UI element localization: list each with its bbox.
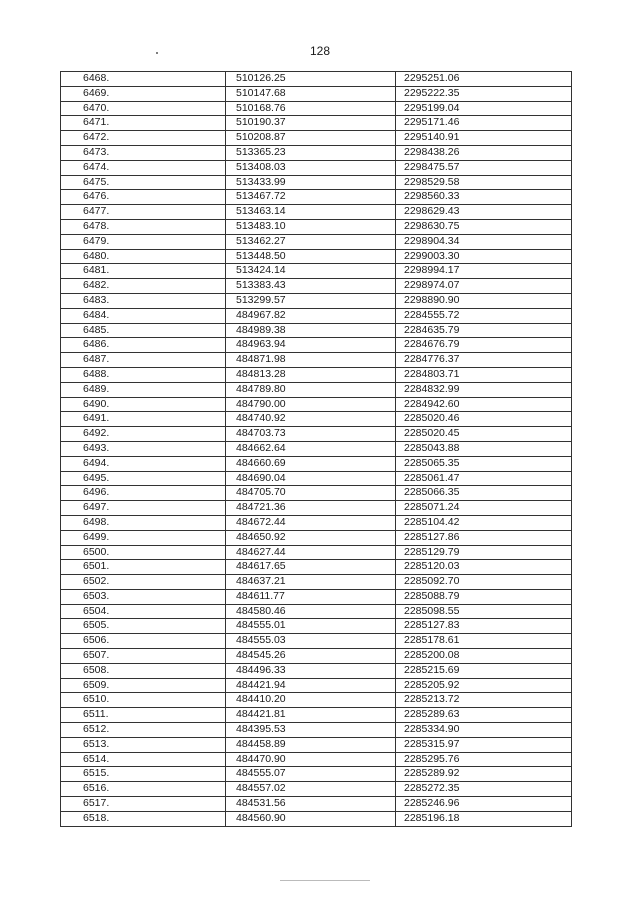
northing-cell: 2298475.57 <box>396 160 572 175</box>
point-id-cell: 6469. <box>61 86 226 101</box>
easting-cell: 484650.92 <box>226 530 396 545</box>
easting-cell: 484672.44 <box>226 515 396 530</box>
table-row <box>61 456 572 471</box>
point-id-cell: 6488. <box>61 367 226 382</box>
point-id-cell: 6472. <box>61 131 226 146</box>
point-id-cell: 6470. <box>61 101 226 116</box>
easting-cell: 513299.57 <box>226 293 396 308</box>
table-row <box>61 234 572 249</box>
northing-cell: 2285020.45 <box>396 427 572 442</box>
northing-cell: 2285098.55 <box>396 604 572 619</box>
point-id-cell: 6494. <box>61 456 226 471</box>
easting-cell: 510190.37 <box>226 116 396 131</box>
easting-cell: 484421.94 <box>226 678 396 693</box>
point-id-cell: 6517. <box>61 797 226 812</box>
table-row <box>61 545 572 560</box>
northing-cell: 2285246.96 <box>396 797 572 812</box>
easting-cell: 513483.10 <box>226 219 396 234</box>
table-row <box>61 397 572 412</box>
easting-cell: 513383.43 <box>226 279 396 294</box>
point-id-cell: 6511. <box>61 708 226 723</box>
point-id-cell: 6480. <box>61 249 226 264</box>
easting-cell: 484555.03 <box>226 634 396 649</box>
bottom-rule <box>280 880 370 881</box>
table-row <box>61 367 572 382</box>
table-row <box>61 279 572 294</box>
table-row <box>61 72 572 87</box>
point-id-cell: 6478. <box>61 219 226 234</box>
northing-cell: 2284635.79 <box>396 323 572 338</box>
easting-cell: 513365.23 <box>226 145 396 160</box>
point-id-cell: 6501. <box>61 560 226 575</box>
northing-cell: 2299003.30 <box>396 249 572 264</box>
northing-cell: 2295140.91 <box>396 131 572 146</box>
easting-cell: 484660.69 <box>226 456 396 471</box>
northing-cell: 2285127.83 <box>396 619 572 634</box>
northing-cell: 2285178.61 <box>396 634 572 649</box>
easting-cell: 484627.44 <box>226 545 396 560</box>
easting-cell: 484531.56 <box>226 797 396 812</box>
table-row <box>61 589 572 604</box>
point-id-cell: 6487. <box>61 353 226 368</box>
northing-cell: 2284676.79 <box>396 338 572 353</box>
northing-cell: 2285289.63 <box>396 708 572 723</box>
point-id-cell: 6493. <box>61 441 226 456</box>
northing-cell: 2298629.43 <box>396 205 572 220</box>
point-id-cell: 6471. <box>61 116 226 131</box>
easting-cell: 484545.26 <box>226 649 396 664</box>
table-row <box>61 293 572 308</box>
point-id-cell: 6502. <box>61 575 226 590</box>
point-id-cell: 6492. <box>61 427 226 442</box>
point-id-cell: 6468. <box>61 72 226 87</box>
table-row <box>61 678 572 693</box>
coordinate-table <box>60 71 572 827</box>
point-id-cell: 6490. <box>61 397 226 412</box>
point-id-cell: 6476. <box>61 190 226 205</box>
table-row <box>61 530 572 545</box>
northing-cell: 2295222.35 <box>396 86 572 101</box>
table-row <box>61 382 572 397</box>
easting-cell: 513462.27 <box>226 234 396 249</box>
easting-cell: 484410.20 <box>226 693 396 708</box>
northing-cell: 2284776.37 <box>396 353 572 368</box>
point-id-cell: 6496. <box>61 486 226 501</box>
northing-cell: 2298438.26 <box>396 145 572 160</box>
northing-cell: 2285071.24 <box>396 501 572 516</box>
easting-cell: 510208.87 <box>226 131 396 146</box>
easting-cell: 513433.99 <box>226 175 396 190</box>
northing-cell: 2285092.70 <box>396 575 572 590</box>
table-row <box>61 338 572 353</box>
table-row <box>61 427 572 442</box>
easting-cell: 484871.98 <box>226 353 396 368</box>
table-row <box>61 205 572 220</box>
point-id-cell: 6474. <box>61 160 226 175</box>
point-id-cell: 6479. <box>61 234 226 249</box>
easting-cell: 484580.46 <box>226 604 396 619</box>
northing-cell: 2285127.86 <box>396 530 572 545</box>
table-row <box>61 708 572 723</box>
point-id-cell: 6481. <box>61 264 226 279</box>
table-row <box>61 86 572 101</box>
northing-cell: 2285215.69 <box>396 663 572 678</box>
point-id-cell: 6514. <box>61 752 226 767</box>
table-row <box>61 619 572 634</box>
point-id-cell: 6518. <box>61 811 226 826</box>
easting-cell: 484705.70 <box>226 486 396 501</box>
northing-cell: 2295199.04 <box>396 101 572 116</box>
easting-cell: 510147.68 <box>226 86 396 101</box>
point-id-cell: 6497. <box>61 501 226 516</box>
point-id-cell: 6477. <box>61 205 226 220</box>
table-row <box>61 264 572 279</box>
point-id-cell: 6498. <box>61 515 226 530</box>
point-id-cell: 6505. <box>61 619 226 634</box>
table-row <box>61 752 572 767</box>
easting-cell: 513408.03 <box>226 160 396 175</box>
northing-cell: 2285120.03 <box>396 560 572 575</box>
point-id-cell: 6485. <box>61 323 226 338</box>
northing-cell: 2285289.92 <box>396 767 572 782</box>
table-row <box>61 767 572 782</box>
point-id-cell: 6503. <box>61 589 226 604</box>
easting-cell: 484560.90 <box>226 811 396 826</box>
northing-cell: 2298994.17 <box>396 264 572 279</box>
northing-cell: 2285315.97 <box>396 737 572 752</box>
easting-cell: 484967.82 <box>226 308 396 323</box>
easting-cell: 484555.07 <box>226 767 396 782</box>
easting-cell: 484703.73 <box>226 427 396 442</box>
northing-cell: 2285104.42 <box>396 515 572 530</box>
table-row <box>61 249 572 264</box>
easting-cell: 510168.76 <box>226 101 396 116</box>
point-id-cell: 6504. <box>61 604 226 619</box>
northing-cell: 2285205.92 <box>396 678 572 693</box>
table-row <box>61 782 572 797</box>
point-id-cell: 6508. <box>61 663 226 678</box>
table-row <box>61 101 572 116</box>
northing-cell: 2285088.79 <box>396 589 572 604</box>
point-id-cell: 6475. <box>61 175 226 190</box>
northing-cell: 2284803.71 <box>396 367 572 382</box>
easting-cell: 513467.72 <box>226 190 396 205</box>
northing-cell: 2285272.35 <box>396 782 572 797</box>
easting-cell: 484421.81 <box>226 708 396 723</box>
table-row <box>61 737 572 752</box>
northing-cell: 2298529.58 <box>396 175 572 190</box>
easting-cell: 484963.94 <box>226 338 396 353</box>
easting-cell: 484470.90 <box>226 752 396 767</box>
easting-cell: 484496.33 <box>226 663 396 678</box>
easting-cell: 484662.64 <box>226 441 396 456</box>
point-id-cell: 6515. <box>61 767 226 782</box>
table-row <box>61 145 572 160</box>
table-row <box>61 797 572 812</box>
point-id-cell: 6512. <box>61 723 226 738</box>
point-id-cell: 6513. <box>61 737 226 752</box>
northing-cell: 2285334.90 <box>396 723 572 738</box>
point-id-cell: 6489. <box>61 382 226 397</box>
point-id-cell: 6486. <box>61 338 226 353</box>
table-row <box>61 412 572 427</box>
easting-cell: 513448.50 <box>226 249 396 264</box>
northing-cell: 2284555.72 <box>396 308 572 323</box>
table-row <box>61 501 572 516</box>
northing-cell: 2298890.90 <box>396 293 572 308</box>
easting-cell: 484721.36 <box>226 501 396 516</box>
point-id-cell: 6507. <box>61 649 226 664</box>
point-id-cell: 6500. <box>61 545 226 560</box>
easting-cell: 484637.21 <box>226 575 396 590</box>
point-id-cell: 6484. <box>61 308 226 323</box>
table-row <box>61 723 572 738</box>
table-row <box>61 219 572 234</box>
table-row <box>61 353 572 368</box>
point-id-cell: 6506. <box>61 634 226 649</box>
point-id-cell: 6516. <box>61 782 226 797</box>
northing-cell: 2285066.35 <box>396 486 572 501</box>
table-row <box>61 175 572 190</box>
easting-cell: 484611.77 <box>226 589 396 604</box>
northing-cell: 2298560.33 <box>396 190 572 205</box>
easting-cell: 484789.80 <box>226 382 396 397</box>
point-id-cell: 6483. <box>61 293 226 308</box>
table-row <box>61 308 572 323</box>
northing-cell: 2295171.46 <box>396 116 572 131</box>
northing-cell: 2285213.72 <box>396 693 572 708</box>
northing-cell: 2285200.08 <box>396 649 572 664</box>
northing-cell: 2285129.79 <box>396 545 572 560</box>
table-row <box>61 190 572 205</box>
easting-cell: 484790.00 <box>226 397 396 412</box>
table-row <box>61 116 572 131</box>
northing-cell: 2285061.47 <box>396 471 572 486</box>
table-row <box>61 486 572 501</box>
easting-cell: 484989.38 <box>226 323 396 338</box>
table-row <box>61 323 572 338</box>
scan-speck <box>156 52 158 54</box>
table-row <box>61 575 572 590</box>
northing-cell: 2284942.60 <box>396 397 572 412</box>
easting-cell: 513463.14 <box>226 205 396 220</box>
northing-cell: 2298630.75 <box>396 219 572 234</box>
point-id-cell: 6509. <box>61 678 226 693</box>
table-row <box>61 131 572 146</box>
table-row <box>61 811 572 826</box>
easting-cell: 484458.89 <box>226 737 396 752</box>
point-id-cell: 6510. <box>61 693 226 708</box>
easting-cell: 484813.28 <box>226 367 396 382</box>
northing-cell: 2298904.34 <box>396 234 572 249</box>
easting-cell: 484557.02 <box>226 782 396 797</box>
easting-cell: 484617.65 <box>226 560 396 575</box>
point-id-cell: 6499. <box>61 530 226 545</box>
table-row <box>61 663 572 678</box>
northing-cell: 2285065.35 <box>396 456 572 471</box>
easting-cell: 484555.01 <box>226 619 396 634</box>
point-id-cell: 6495. <box>61 471 226 486</box>
table-row <box>61 649 572 664</box>
point-id-cell: 6473. <box>61 145 226 160</box>
northing-cell: 2285020.46 <box>396 412 572 427</box>
table-row <box>61 560 572 575</box>
table-row <box>61 604 572 619</box>
table-row <box>61 160 572 175</box>
northing-cell: 2295251.06 <box>396 72 572 87</box>
easting-cell: 510126.25 <box>226 72 396 87</box>
table-row <box>61 471 572 486</box>
northing-cell: 2284832.99 <box>396 382 572 397</box>
table-row <box>61 441 572 456</box>
northing-cell: 2285196.18 <box>396 811 572 826</box>
coordinate-table-body <box>61 72 572 827</box>
easting-cell: 484690.04 <box>226 471 396 486</box>
easting-cell: 484740.92 <box>226 412 396 427</box>
point-id-cell: 6491. <box>61 412 226 427</box>
table-row <box>61 693 572 708</box>
northing-cell: 2285043.88 <box>396 441 572 456</box>
easting-cell: 513424.14 <box>226 264 396 279</box>
point-id-cell: 6482. <box>61 279 226 294</box>
northing-cell: 2285295.76 <box>396 752 572 767</box>
page-number: 128 <box>309 44 331 58</box>
table-row <box>61 515 572 530</box>
easting-cell: 484395.53 <box>226 723 396 738</box>
table-row <box>61 634 572 649</box>
northing-cell: 2298974.07 <box>396 279 572 294</box>
